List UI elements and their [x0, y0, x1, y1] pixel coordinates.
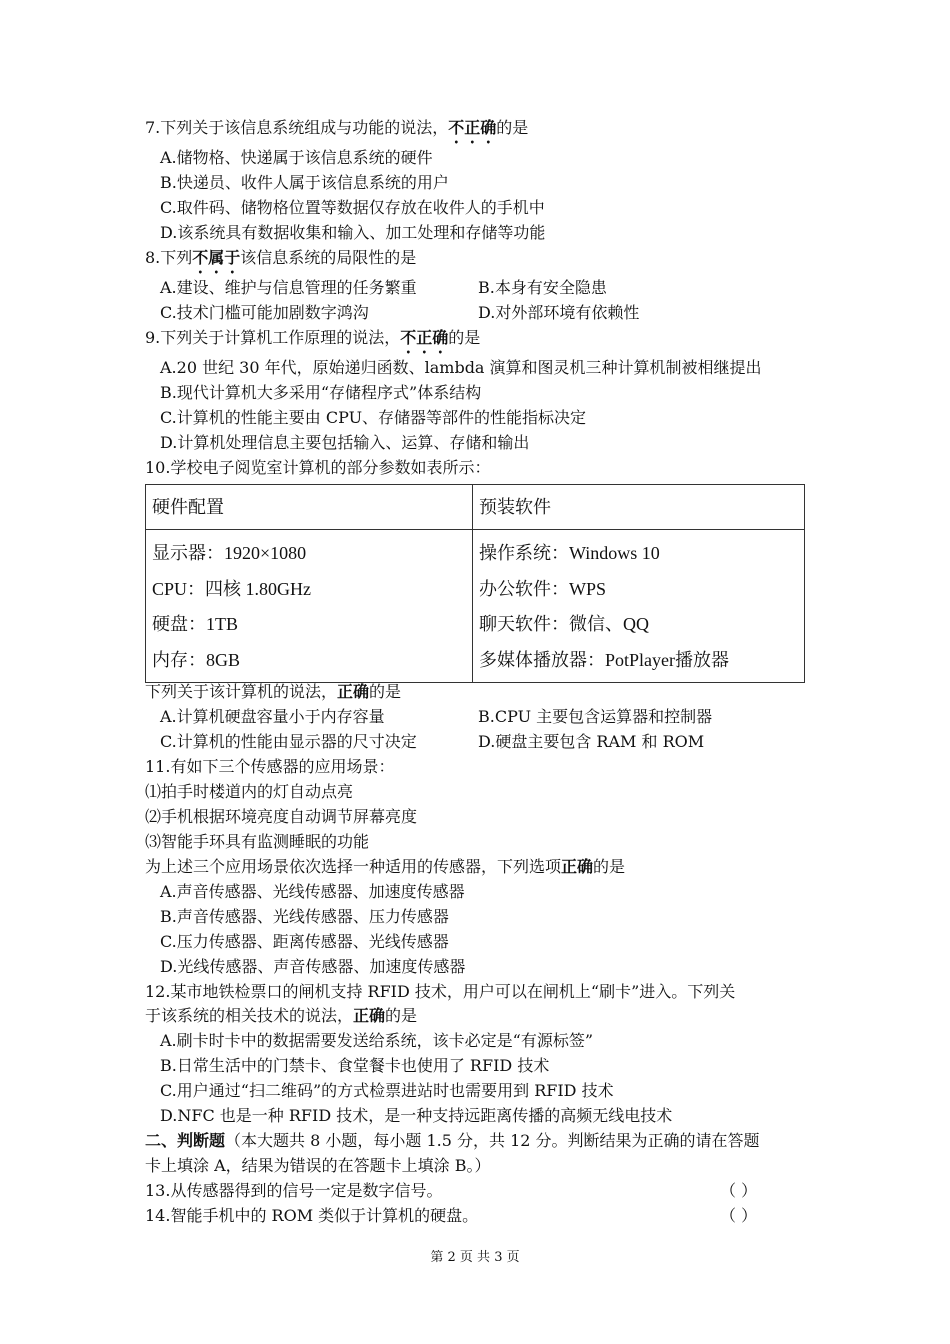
q12-option-b: B.日常生活中的门禁卡、食堂餐卡也使用了 RFID 技术 — [160, 1056, 550, 1075]
q10-option-c: C.计算机的性能由显示器的尺寸决定 — [160, 732, 417, 751]
q9-option-d: D.计算机处理信息主要包括输入、运算、存储和输出 — [160, 433, 530, 452]
q7-option-a: A.储物格、快递属于该信息系统的硬件 — [160, 148, 433, 167]
hardware-cell — [146, 530, 473, 683]
q13-answer-paren: （ ） — [720, 1181, 758, 1200]
q11-option-a: A.声音传感器、光线传感器、加速度传感器 — [160, 882, 465, 901]
q12-stem-post: 的是 — [385, 1006, 418, 1025]
q9-stem-post: 的是 — [448, 328, 481, 347]
q10-option-b: B.CPU 主要包含运算器和控制器 — [478, 707, 713, 726]
q9-option-a: A.20 世纪 30 年代，原始递归函数、lambda 演算和图灵机三种计算机制被相继提出 — [160, 358, 762, 377]
q11-option-b: B.声音传感器、光线传感器、压力传感器 — [160, 907, 449, 926]
q11-option-c: C.压力传感器、距离传感器、光线传感器 — [160, 932, 449, 951]
q8-option-b: B.本身有安全隐患 — [478, 278, 607, 297]
q12-option-d: D.NFC 也是一种 RFID 技术，是一种支持远距离传播的高频无线电技术 — [160, 1106, 673, 1125]
q9-option-c: C.计算机的性能主要由 CPU、存储器等部件的性能指标决定 — [160, 408, 587, 427]
software-os: 操作系统：Windows 10 — [479, 543, 660, 563]
q11-prompt-emphasis: 正确 — [561, 857, 594, 876]
question-9-stem — [145, 327, 480, 357]
q9-option-b: B.现代计算机大多采用“存储程序式”体系结构 — [160, 383, 482, 402]
hardware-disk: 硬盘：1TB — [152, 614, 239, 634]
q11-prompt-post: 的是 — [593, 857, 626, 876]
page-footer: 第 2 页 共 3 页 — [430, 1250, 520, 1265]
q12-stem-emphasis: 正确 — [353, 1006, 386, 1025]
question-7-stem — [145, 117, 528, 147]
q10-prompt-emphasis: 正确 — [337, 682, 370, 701]
q9-stem-emphasis: 不正确 — [400, 328, 449, 347]
q11-prompt-pre: 为上述三个应用场景依次选择一种适用的传感器，下列选项 — [145, 857, 562, 876]
q10-prompt-post: 的是 — [369, 682, 402, 701]
q7-stem-emphasis: 不正确 — [448, 118, 497, 137]
section-2-desc-line2: 卡上填涂 A，结果为错误的在答题卡上填涂 B。） — [145, 1156, 491, 1175]
section-2-desc-line1: （本大题共 8 小题，每小题 1.5 分，共 12 分。判断结果为正确的请在答题 — [225, 1131, 760, 1150]
q10-prompt-pre: 下列关于该计算机的说法， — [145, 682, 338, 701]
q11-scene-1: ⑴拍手时楼道内的灯自动点亮 — [145, 782, 354, 801]
question-11-stem: 11.有如下三个传感器的应用场景： — [145, 757, 395, 776]
q7-option-b: B.快递员、收件人属于该信息系统的用户 — [160, 173, 449, 192]
q11-scene-3: ⑶智能手环具有监测睡眠的功能 — [145, 832, 370, 851]
hardware-display: 显示器：1920×1080 — [152, 543, 307, 563]
hardware-memory: 内存：8GB — [152, 649, 241, 670]
software-chat: 聊天软件：微信、QQ — [479, 614, 649, 634]
table-header-software: 预装软件 — [473, 485, 805, 530]
question-10-stem: 10.学校电子阅览室计算机的部分参数如表所示： — [145, 458, 491, 477]
question-11-prompt — [145, 856, 625, 878]
q12-stem-pre: 于该系统的相关技术的说法， — [145, 1006, 354, 1025]
software-media-player: 多媒体播放器：PotPlayer播放器 — [479, 649, 729, 670]
question-12-stem-line1: 12.某市地铁检票口的闸机支持 RFID 技术，用户可以在闸机上“刷卡”进入。下列关 — [145, 982, 736, 1001]
q7-option-c: C.取件码、储物格位置等数据仅存放在收件人的手机中 — [160, 198, 545, 217]
q7-stem-post: 的是 — [496, 118, 529, 137]
section-2-heading — [145, 1130, 760, 1152]
question-8-stem — [145, 247, 416, 277]
q8-option-a: A.建设、维护与信息管理的任务繁重 — [160, 278, 417, 297]
question-14-stem: 14.智能手机中的 ROM 类似于计算机的硬盘。 — [145, 1206, 479, 1225]
computer-spec-table — [145, 484, 805, 683]
q7-stem-pre: 7.下列关于该信息系统组成与功能的说法， — [145, 118, 449, 137]
table-header-hardware: 硬件配置 — [146, 485, 473, 530]
q8-option-c: C.技术门槛可能加剧数字鸿沟 — [160, 303, 369, 322]
q8-option-d: D.对外部环境有依赖性 — [478, 303, 640, 322]
q9-stem-pre: 9.下列关于计算机工作原理的说法， — [145, 328, 401, 347]
question-13-stem: 13.从传感器得到的信号一定是数字信号。 — [145, 1181, 443, 1200]
software-cell — [473, 530, 805, 683]
q10-option-a: A.计算机硬盘容量小于内存容量 — [160, 707, 385, 726]
q11-option-d: D.光线传感器、声音传感器、加速度传感器 — [160, 957, 466, 976]
question-10-prompt — [145, 681, 401, 703]
q7-option-d: D.该系统具有数据收集和输入、加工处理和存储等功能 — [160, 223, 546, 242]
q8-stem-emphasis: 不属于 — [192, 248, 241, 267]
hardware-cpu: CPU：四核 1.80GHz — [152, 578, 312, 599]
software-office: 办公软件：WPS — [479, 578, 607, 599]
q14-answer-paren: （ ） — [720, 1206, 758, 1225]
question-12-stem-line2 — [145, 1005, 417, 1027]
q10-option-d: D.硬盘主要包含 RAM 和 ROM — [478, 732, 705, 751]
q12-option-c: C.用户通过“扫二维码”的方式检票进站时也需要用到 RFID 技术 — [160, 1081, 614, 1100]
section-2-title: 二、判断题 — [145, 1131, 226, 1150]
q12-option-a: A.刷卡时卡中的数据需要发送给系统，该卡必定是“有源标签” — [160, 1031, 594, 1050]
q8-stem-pre: 8.下列 — [145, 248, 193, 267]
q11-scene-2: ⑵手机根据环境亮度自动调节屏幕亮度 — [145, 807, 418, 826]
q8-stem-post: 该信息系统的局限性的是 — [240, 248, 417, 267]
